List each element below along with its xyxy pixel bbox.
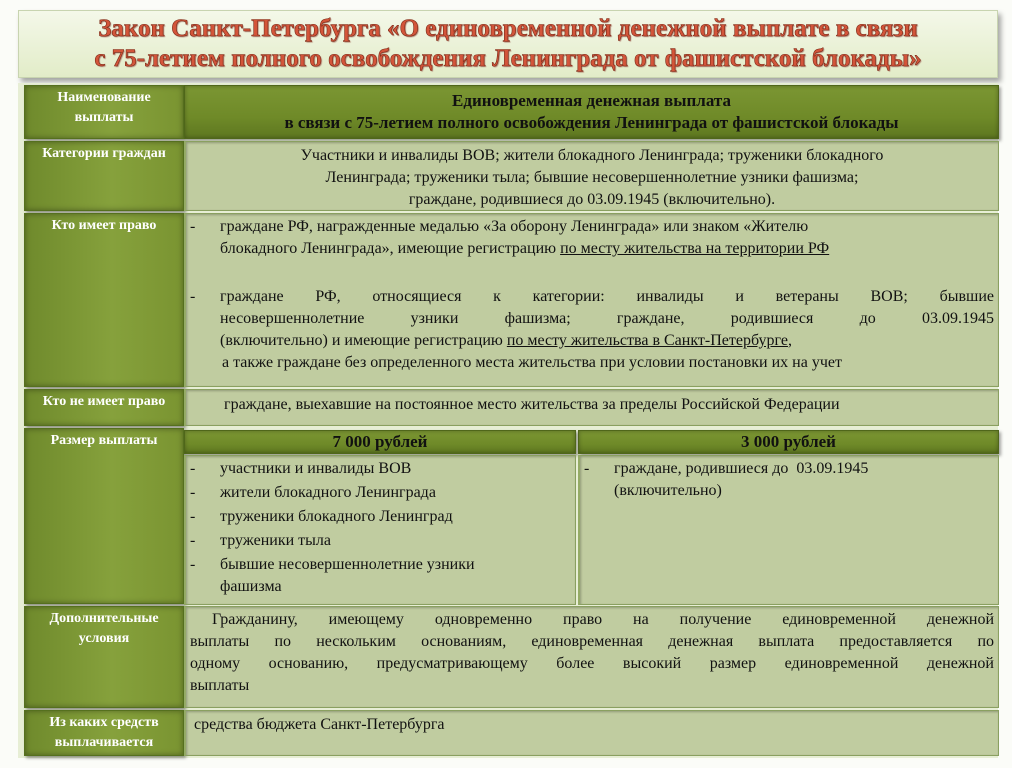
page-title	[18, 10, 998, 78]
dash-marker: -	[190, 218, 196, 235]
amount-7000-label: 7 000 рублей	[332, 432, 428, 451]
label-additional-line1: Дополнительные	[49, 611, 159, 626]
amount-3000-item-1	[580, 458, 998, 502]
eligible-item-2	[186, 286, 994, 352]
amount-7000-list	[184, 455, 576, 605]
amount-7000-item-text-cont: фашизма	[220, 578, 282, 595]
label-amount	[24, 428, 184, 604]
eligible-item2-text: (включительно) и имеющие регистрацию	[220, 332, 507, 349]
categories-line3: граждане, родившиеся до 03.09.1945 (включительно).	[408, 191, 776, 208]
label-payment-name-line2: выплаты	[74, 110, 134, 125]
label-additional	[24, 606, 184, 708]
title-line-1: Закон Санкт-Петербурга «О единовременной денежной выплате в связи	[98, 15, 918, 42]
label-source	[24, 710, 184, 756]
payment-name-header	[184, 85, 999, 139]
label-eligible	[24, 213, 184, 387]
label-not-eligible	[24, 389, 184, 426]
label-eligible-text: Кто имеет право	[51, 218, 157, 233]
label-source-line1: Из каких средств	[49, 715, 159, 730]
amount-3000-item-line1: граждане, родившиеся до 03.09.1945	[614, 460, 869, 477]
dash-marker: -	[190, 288, 196, 305]
amount-7000-item-2	[186, 482, 575, 504]
amount-3000-list	[578, 455, 999, 605]
categories-value	[184, 141, 999, 211]
label-categories	[24, 141, 184, 211]
source-value	[184, 710, 999, 756]
amount-7000-header	[184, 430, 576, 454]
amount-7000-item-3	[186, 506, 575, 528]
payment-name-line2: в связи с 75-летием полного освобождения Ленинграда от фашистской блокады	[284, 113, 899, 132]
eligible-item1-line1: граждане РФ, награжденные медалью «За оборону Ленинграда» или знаком «Жителю	[220, 218, 809, 235]
eligible-item1-line2	[220, 238, 994, 260]
categories-line2: Ленинграда; труженики тыла; бывшие несовершеннолетние узники фашизма;	[325, 169, 859, 186]
eligible-item2-line2: несовершеннолетние узники фашизма; граждане, родившиеся до 03.09.1945	[220, 310, 994, 327]
amount-7000-item-text: труженики тыла	[220, 532, 331, 549]
amount-3000-label: 3 000 рублей	[741, 432, 836, 451]
eligible-item2-underlined: по месту жительства в Санкт-Петербурге	[506, 332, 788, 349]
dash-marker: -	[190, 508, 196, 525]
source-text: средства бюджета Санкт-Петербурга	[194, 716, 445, 733]
dash-marker: -	[190, 460, 196, 477]
info-table	[18, 83, 998, 758]
label-additional-line2: условия	[78, 631, 130, 646]
label-categories-text: Категории граждан	[42, 146, 166, 161]
additional-line2: выплаты по нескольким основаниям, единовременная денежная выплата предоставляется по	[190, 633, 994, 650]
payment-name-line1: Единовременная денежная выплата	[452, 91, 731, 110]
dash-marker: -	[190, 532, 196, 549]
title-line-2: с 75-летием полного освобождения Ленинграда от фашистской блокады»	[94, 45, 922, 72]
not-eligible-value	[184, 389, 999, 426]
categories-line1: Участники и инвалиды ВОВ; жители блокадного Ленинграда; труженики блокадного	[300, 147, 884, 164]
label-payment-name-line1: Наименование	[57, 90, 151, 105]
dash-marker: -	[584, 460, 590, 477]
additional-value	[184, 606, 999, 708]
amount-7000-item-4	[186, 530, 575, 552]
label-amount-text: Размер выплаты	[50, 433, 158, 448]
amount-7000-item-text: участники и инвалиды ВОВ	[220, 460, 412, 477]
amount-7000-item-text: жители блокадного Ленинграда	[220, 484, 436, 501]
eligible-item1-underlined: по месту жительства на территории РФ	[560, 240, 830, 257]
amount-7000-item-5	[186, 554, 575, 598]
eligible-item2-line1: граждане РФ, относящиеся к категории: инвалиды и ветераны ВОВ; бывшие	[220, 288, 994, 305]
eligible-value	[184, 213, 999, 387]
label-source-line2: выплачивается	[54, 735, 154, 750]
label-not-eligible-text: Кто не имеет право	[42, 394, 166, 409]
amount-3000-header	[578, 430, 999, 454]
eligible-item2-line3	[220, 330, 994, 352]
label-payment-name	[24, 85, 184, 139]
additional-line3: одному основанию, предусматривающему более высокий размер единовременной денежной	[190, 655, 994, 672]
not-eligible-text: граждане, выехавшие на постоянное место жительства за пределы Российской Федерации	[224, 396, 840, 413]
dash-marker: -	[190, 484, 196, 501]
additional-line4: выплаты	[190, 677, 250, 694]
eligible-item1-text: блокадного Ленинграда», имеющие регистрацию	[220, 240, 561, 257]
eligible-item-1	[186, 216, 994, 260]
amount-3000-item-line2: (включительно)	[614, 482, 722, 499]
amount-7000-item-text: труженики блокадного Ленинград	[220, 508, 453, 525]
eligible-item2-line4: а также граждане без определенного места жительства при условии постановки их на учет	[222, 354, 842, 371]
dash-marker: -	[190, 556, 196, 573]
amount-7000-item-text: бывшие несовершеннолетние узники	[220, 556, 475, 573]
amount-7000-item-1	[186, 458, 575, 480]
eligible-item2-comma: ,	[787, 332, 792, 349]
additional-line1: Гражданину, имеющему одновременно право на получение единовременной денежной	[212, 611, 994, 628]
